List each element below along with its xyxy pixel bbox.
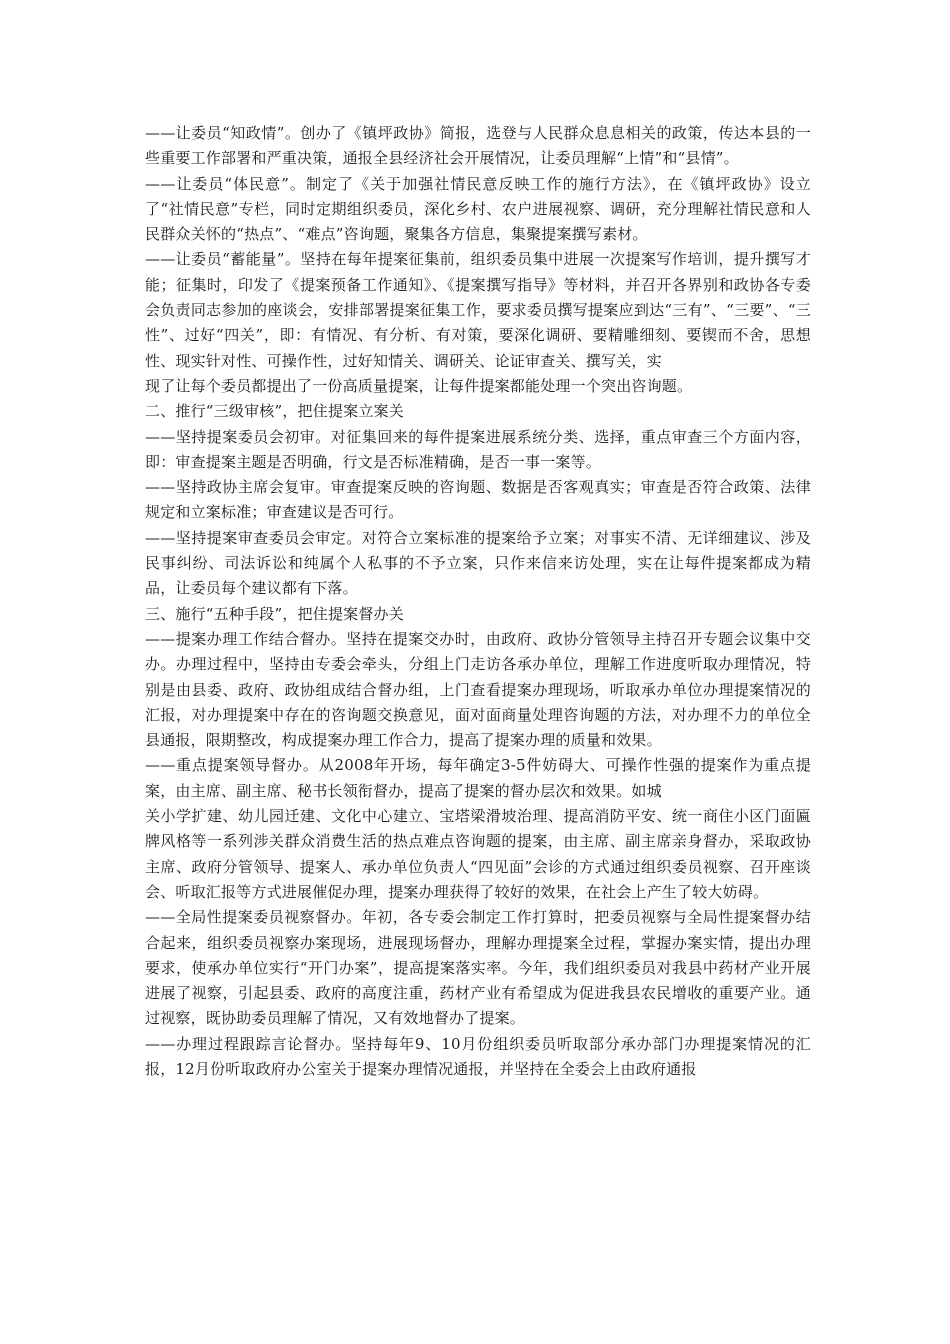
section-heading-three-level-review: 二、推行“三级审核”，把住提案立案关 <box>145 402 404 421</box>
paragraph-key-proposals-list: 关小学扩建、幼儿园迁建、文化中心建立、宝塔梁滑坡治理、提高消防平安、统一商住小区门面匾牌风格等一系列涉关群众消费生活的热点难点咨询题的提案，由主席、副主席亲身督办，采取政协主席、政府分管领导、提案人、承办单位负责人“四见面”会诊的方式通过组织委员视察、召开座谈会、听取汇报等方式进展催促办理，提案办理获得了较好的效果，在社会上产生了较大妨碍。 <box>145 807 811 901</box>
paragraph-tracking-supervision: ——办理过程跟踪言论督办。坚持每年9、10月份组织委员听取部分承办部门办理提案情况的汇报，12月份听取政府办公室关于提案办理情况通报，并坚持在全委会上由政府通报 <box>145 1034 811 1078</box>
paragraph-joint-supervision: ——提案办理工作结合督办。坚持在提案交办时，由政府、政协分管领导主持召开专题会议集中交办。办理过程中，坚持由专委会牵头，分组上门走访各承办单位，理解工作进度听取办理情况，特别是由县委、政府、政协组成结合督办组，上门查看提案办理现场，听取承办单位办理提案情况的汇报，对办理提案中存在的咨询题交换意见，面对面商量处理咨询题的方法，对办理不力的单位全县通报，限期整改，构成提案办理工作合力，提高了提案办理的质量和效果。 <box>145 629 811 750</box>
paragraph-leader-supervision: ——重点提案领导督办。从2008年开场，每年确定3-5件妨碍大、可操作性强的提案作为重点提案，由主席、副主席、秘书长领衔督办，提高了提案的督办层次和效果。如城 <box>145 756 811 800</box>
paragraph-final-review: ——坚持提案审查委员会审定。对符合立案标准的提案给予立案；对事实不清、无详细建议、涉及民事纠纷、司法诉讼和纯属个人私事的不予立案，只作来信来访处理，实在让每件提案都成为精品，让委员每个建议都有下落。 <box>145 528 811 598</box>
paragraph-xu-neng-liang: ——让委员“蓄能量”。坚持在每年提案征集前，组织委员集中进展一次提案写作培训，提升撰写才能；征集时，印发了《提案预备工作通知》、《提案撰写指导》等材料，并召开各界别和政协各专委会负责同志参加的座谈会，安排部署提案征集工作，要求委员撰写提案应到达“三有”、“三要”、“三性”、过好“四关”，即：有情况、有分析、有对策，要深化调研、要精雕细刻、要锲而不舍，思想性、现实针对性、可操作性，过好知情关、调研关、论证审查关、撰写关，实 <box>145 250 811 370</box>
paragraph-ti-min-yi: ——让委员“体民意”。制定了《关于加强社情民意反映工作的施行方法》，在《镇坪政协》设立了“社情民意”专栏，同时定期组织委员，深化乡村、农户进展视察、调研，充分理解社情民意和人民群众关怀的“热点”、“难点”咨询题，聚集各方信息，集聚提案撰写素材。 <box>145 174 811 244</box>
paragraph-high-quality-proposals: 现了让每个委员都提出了一份高质量提案，让每件提案都能处理一个突出咨询题。 <box>145 376 693 395</box>
section-heading-five-methods: 三、施行“五种手段”，把住提案督办关 <box>145 604 404 623</box>
document-body <box>145 121 811 1082</box>
paragraph-second-review: ——坚持政协主席会复审。审查提案反映的咨询题、数据是否客观真实；审查是否符合政策、法律规定和立案标准；审查建议是否可行。 <box>145 478 811 522</box>
paragraph-zhi-zheng-qing: ——让委员“知政情”。创办了《镇坪政协》简报，选登与人民群众息息相关的政策，传达本县的一些重要工作部署和严重决策，通报全县经济社会开展情况，让委员理解“上情”和“县情”。 <box>145 124 811 168</box>
paragraph-initial-review: ——坚持提案委员会初审。对征集回来的每件提案进展系统分类、选择，重点审查三个方面内容，即：审查提案主题是否明确，行文是否标准精确，是否一事一案等。 <box>145 427 811 471</box>
paragraph-inspection-supervision: ——全局性提案委员视察督办。年初，各专委会制定工作打算时，把委员视察与全局性提案督办结合起来，组织委员视察办案现场，进展现场督办，理解办理提案全过程，掌握办案实情，提出办理要求，使承办单位实行“开门办案”，提高提案落实率。今年，我们组织委员对我县中药材产业开展进展了视察，引起县委、政府的高度注重，药材产业有希望成为促进我县农民增收的重要产业。通过视察，既协助委员理解了情况，又有效地督办了提案。 <box>145 908 811 1028</box>
